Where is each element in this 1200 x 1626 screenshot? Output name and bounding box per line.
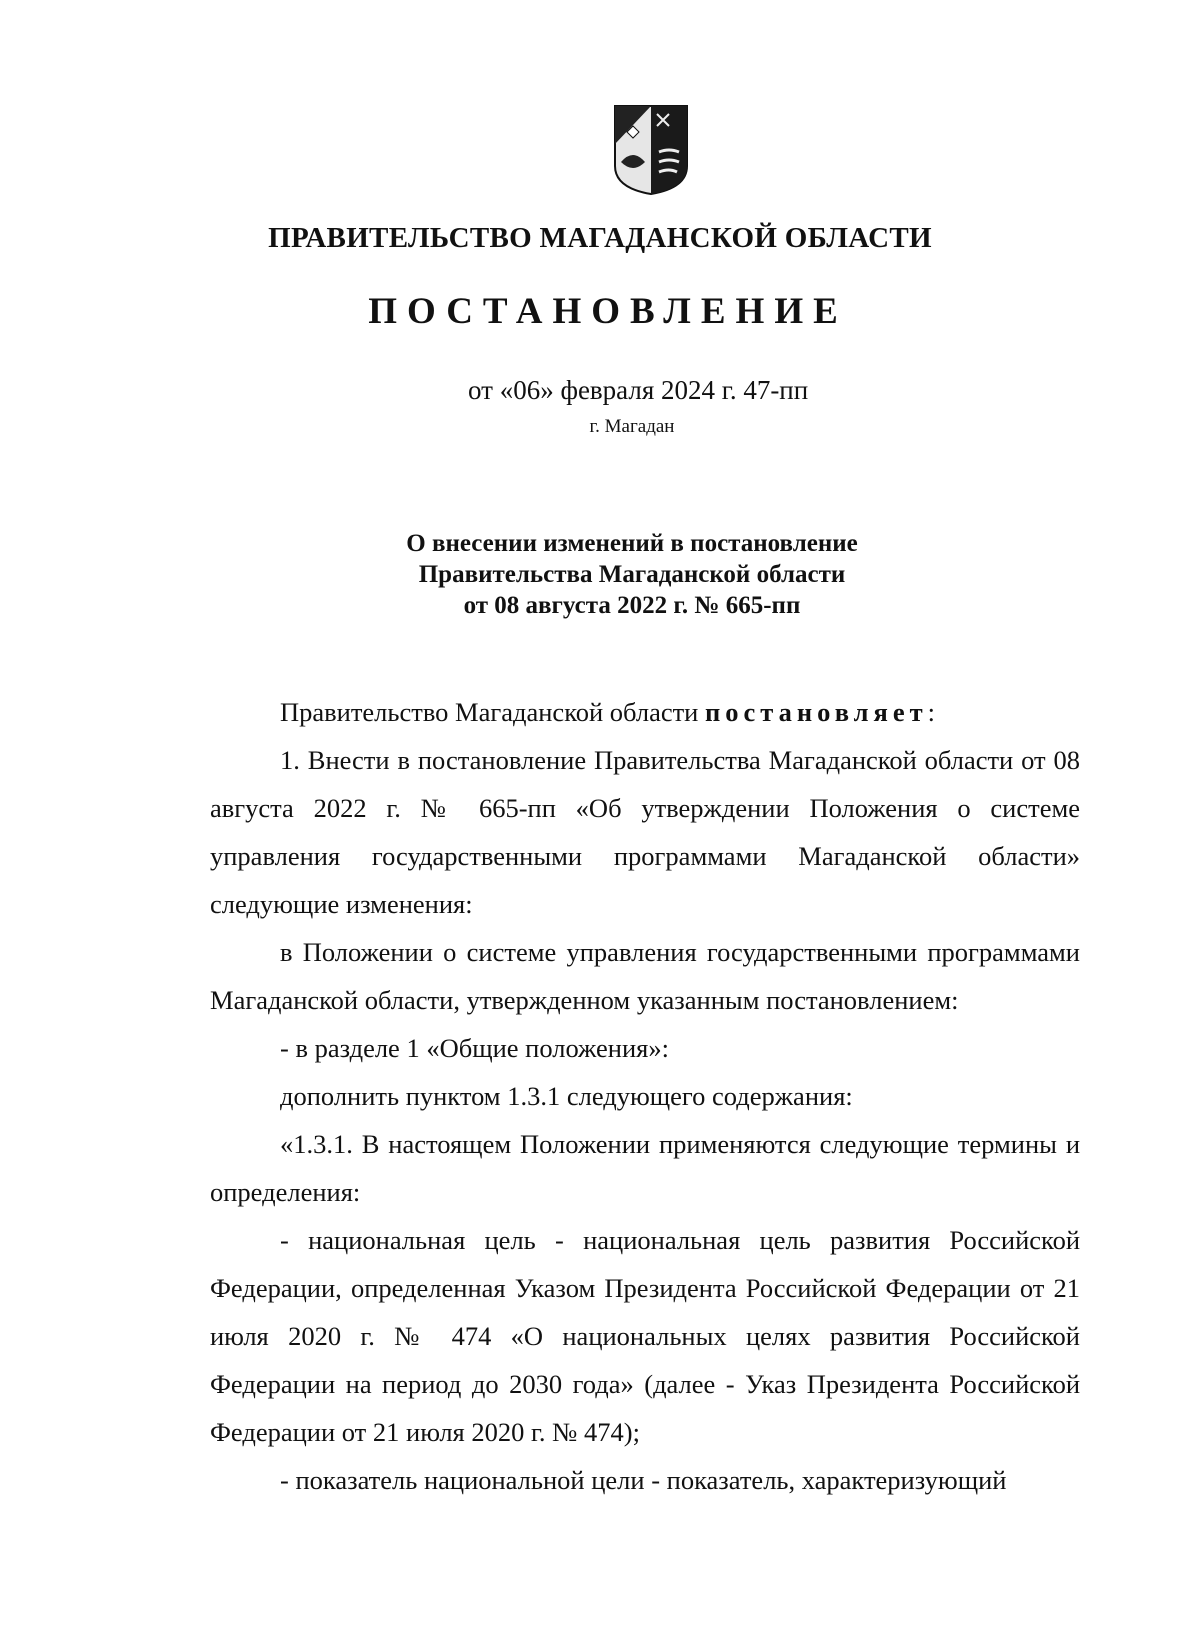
paragraph-6: - национальная цель - национальная цель развития Российской Федерации, определенная Указом Президента Российской Федерации от 21 июля 2020 г. № 474 «О национальных целях развития Российской Федерации на период до 2030 года» (далее - Указ Президента Российской Федерации от 21 июля 2020 г. № 474); <box>210 1225 1080 1447</box>
paragraph-5: «1.3.1. В настоящем Положении применяются следующие термины и определения: <box>210 1129 1080 1207</box>
subject-line: О внесении изменений в постановление <box>406 530 858 557</box>
document-type: ПОСТАНОВЛЕНИЕ <box>368 291 848 332</box>
intro-paragraph <box>210 688 1080 736</box>
paragraph-4: дополнить пунктом 1.3.1 следующего содержания: <box>280 1081 853 1111</box>
coat-of-arms-icon <box>611 104 691 196</box>
subject-line: Правительства Магаданской области <box>418 561 846 588</box>
intro-prefix: Правительство Магаданской области <box>280 697 705 727</box>
document-date-number: от «06» февраля 2024 г. 47-пп <box>468 375 809 405</box>
paragraph-3: - в разделе 1 «Общие положения»: <box>280 1033 669 1063</box>
intro-verb: постановляет <box>704 697 928 727</box>
paragraph-1: 1. Внести в постановление Правительства Магаданской области от 08 августа 2022 г. № 665-пп «Об утверждении Положения о системе управления государственными программами Магаданской области» следующие изменения: <box>210 745 1080 919</box>
paragraph-7: - показатель национальной цели - показатель, характеризующий <box>280 1465 1007 1495</box>
intro-suffix: : <box>927 697 936 727</box>
paragraph-2: в Положении о системе управления государственными программами Магаданской области, утвержденном указанным постановлением: <box>210 937 1080 1015</box>
subject-line: от 08 августа 2022 г. № 665-пп <box>463 592 801 619</box>
document-body <box>210 688 1080 1504</box>
document-subject <box>0 528 1200 621</box>
organization-name: ПРАВИТЕЛЬСТВО МАГАДАНСКОЙ ОБЛАСТИ <box>268 222 932 254</box>
document-city: г. Магадан <box>589 416 675 437</box>
